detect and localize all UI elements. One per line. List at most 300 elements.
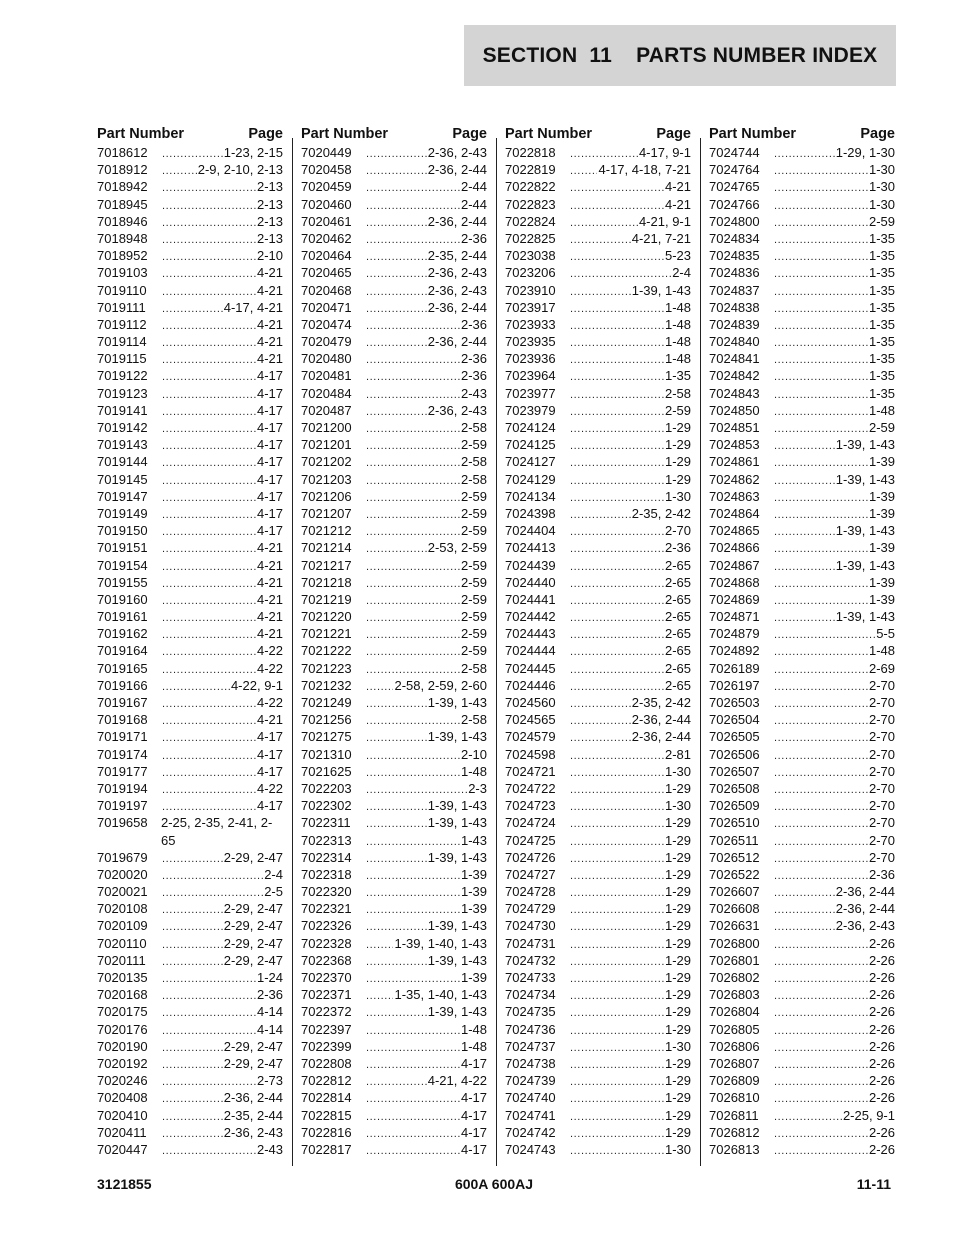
leader-dots	[774, 885, 835, 902]
index-entry	[97, 1038, 283, 1055]
leader-dots	[570, 971, 664, 988]
page-reference: 1-39	[868, 591, 895, 607]
page-reference: 4-21, 4-22	[427, 1073, 487, 1089]
index-entry	[709, 488, 895, 505]
page-reference: 4-17	[460, 1090, 487, 1106]
index-entry	[301, 849, 487, 866]
part-number: 7022808	[301, 1055, 352, 1071]
part-number: 7024404	[505, 523, 556, 539]
index-entry	[97, 402, 283, 419]
leader-dots	[774, 1143, 868, 1160]
part-number: 7022370	[301, 970, 352, 985]
index-entry	[505, 591, 691, 608]
index-entry	[97, 866, 283, 883]
index-entry	[505, 1055, 691, 1072]
page-reference: 2-26	[868, 1124, 895, 1140]
part-number: 7026509	[709, 798, 760, 814]
page-reference: 1-35	[664, 368, 691, 384]
part-number: 7022825	[505, 230, 556, 246]
page-reference: 2-25, 9-1	[842, 1107, 895, 1123]
part-number: 7022814	[301, 1090, 352, 1106]
page-reference: 2-36, 2-43	[835, 918, 895, 934]
index-entry	[505, 969, 691, 986]
page-reference: 1-29	[664, 1090, 691, 1106]
index-entry	[709, 1124, 895, 1141]
page-reference: 2-70	[868, 849, 895, 865]
leader-dots	[774, 1005, 868, 1022]
part-number: 7024835	[709, 248, 760, 264]
part-number: 7026806	[709, 1038, 760, 1054]
part-number: 7024838	[709, 299, 760, 315]
part-number: 7024765	[709, 179, 760, 195]
page-reference: 1-29	[664, 1055, 691, 1071]
leader-dots	[366, 696, 427, 713]
leader-dots	[570, 868, 664, 885]
index-entry	[97, 746, 283, 763]
page-reference: 2-29, 2-47	[223, 1055, 283, 1071]
page-reference: 2-65	[664, 643, 691, 659]
page-reference: 4-21	[256, 265, 283, 281]
index-column-4	[709, 118, 895, 1158]
index-entry	[97, 728, 283, 745]
index-entry	[301, 1038, 487, 1055]
page-reference: 1-29	[664, 901, 691, 917]
part-number: 7020487	[301, 402, 352, 418]
index-entry	[301, 385, 487, 402]
page-reference: 2-5	[264, 884, 283, 900]
page-reference: 2-69	[868, 660, 895, 676]
page-reference: 2-36, 2-43	[427, 145, 487, 160]
page-reference: 1-35	[868, 351, 895, 367]
index-entry	[301, 316, 487, 333]
index-entry	[505, 333, 691, 350]
part-number: 7020465	[301, 265, 352, 281]
leader-dots	[366, 1005, 427, 1022]
leader-dots	[162, 1126, 223, 1143]
part-number: 7020471	[301, 299, 352, 315]
index-entry	[505, 453, 691, 470]
leader-dots	[570, 1091, 664, 1108]
page-reference: 1-39, 1-40, 1-43	[394, 935, 487, 951]
part-number: 7026812	[709, 1124, 760, 1140]
index-entry	[97, 282, 283, 299]
part-number: 7018946	[97, 213, 148, 229]
index-entry	[97, 178, 283, 195]
page-reference: 1-30	[868, 179, 895, 195]
part-number: 7019167	[97, 695, 148, 710]
index-entry	[505, 917, 691, 934]
page-reference: 5-5	[876, 626, 895, 642]
part-number: 7022812	[301, 1073, 352, 1089]
index-entry	[505, 746, 691, 763]
index-entry	[97, 797, 283, 814]
part-number: 7026813	[709, 1141, 760, 1157]
page-reference: 2-70	[868, 815, 895, 831]
index-entry	[97, 900, 283, 917]
part-number: 7024726	[505, 849, 556, 865]
part-number: 7019142	[97, 420, 148, 435]
part-number: 7026631	[709, 918, 760, 934]
index-entry	[301, 660, 487, 677]
page-reference: 2-58	[460, 660, 487, 676]
page-reference: 2-26	[868, 1004, 895, 1020]
index-entry	[301, 1072, 487, 1089]
page-reference: 2-36	[460, 351, 487, 367]
leader-dots	[570, 301, 664, 318]
leader-dots	[570, 627, 664, 644]
index-entry	[97, 883, 283, 900]
index-entry	[97, 367, 283, 384]
index-entry	[301, 453, 487, 470]
leader-dots	[162, 335, 256, 352]
page-reference: 1-29	[664, 918, 691, 934]
page-reference: 4-17	[256, 385, 283, 401]
page-header: Page	[656, 126, 691, 142]
leader-dots	[570, 730, 631, 747]
index-entry	[505, 505, 691, 522]
leader-dots	[366, 473, 460, 490]
part-number: 7021310	[301, 746, 352, 762]
page-reference: 2-26	[868, 970, 895, 985]
leader-dots	[570, 937, 664, 954]
section-title: PARTS NUMBER INDEX	[636, 43, 878, 67]
leader-dots	[366, 301, 427, 318]
page-reference: 4-21	[256, 557, 283, 573]
page-reference: 2-58, 2-59, 2-60	[394, 677, 487, 693]
part-number: 7023964	[505, 368, 556, 384]
index-entry	[709, 230, 895, 247]
leader-dots	[570, 369, 664, 386]
index-entry	[709, 608, 895, 625]
model-name: 600A 600AJ	[454, 1176, 534, 1192]
part-number: 7022313	[301, 832, 352, 848]
page-reference: 2-59	[460, 591, 487, 607]
part-number: 7024728	[505, 884, 556, 900]
part-number: 7018952	[97, 248, 148, 264]
part-number: 7024766	[709, 196, 760, 212]
page-reference: 4-17, 4-21	[223, 299, 283, 315]
leader-dots	[774, 284, 868, 301]
part-number: 7019115	[97, 351, 147, 367]
index-entry	[709, 986, 895, 1003]
column-header	[709, 118, 895, 142]
part-number: 7020408	[97, 1090, 148, 1106]
index-entry	[301, 1003, 487, 1020]
part-number: 7024441	[505, 591, 556, 607]
page-reference: 2-36, 2-44	[427, 299, 487, 315]
part-number: 7024869	[709, 591, 760, 607]
part-number: 7022311	[301, 815, 351, 831]
page-reference: 4-17	[256, 368, 283, 384]
index-entry	[97, 574, 283, 591]
page-reference: 2-10	[256, 248, 283, 264]
leader-dots	[162, 644, 256, 661]
part-number: 7024741	[505, 1107, 556, 1123]
index-entry	[505, 316, 691, 333]
index-entry	[97, 849, 283, 866]
page-reference: 2-36, 2-43	[427, 265, 487, 281]
leader-dots	[162, 421, 256, 438]
part-number: 7020410	[97, 1107, 148, 1123]
part-number: 7024445	[505, 660, 556, 676]
page-reference: 1-39, 1-43	[427, 1004, 487, 1020]
index-entry	[505, 883, 691, 900]
part-number: 7020110	[97, 935, 147, 951]
part-number-header: Part Number	[97, 126, 185, 142]
page-reference: 2-13	[256, 230, 283, 246]
page-reference: 2-59	[460, 574, 487, 590]
index-entry	[301, 935, 487, 952]
part-number: 7023038	[505, 248, 556, 264]
page-reference: 4-21	[256, 282, 283, 298]
page-reference: 1-29	[664, 849, 691, 865]
index-entry	[505, 832, 691, 849]
page-reference: 4-21	[256, 609, 283, 625]
page-reference: 2-36, 2-44	[631, 712, 691, 728]
leader-dots	[774, 610, 835, 627]
page-reference: 2-26	[868, 1038, 895, 1054]
index-entry	[97, 986, 283, 1003]
leader-dots	[774, 335, 868, 352]
leader-dots	[366, 180, 460, 197]
part-number: 7020168	[97, 987, 148, 1003]
leader-dots	[162, 954, 223, 971]
index-entry	[301, 333, 487, 350]
leader-dots	[774, 146, 835, 163]
leader-dots	[366, 1143, 460, 1160]
page-reference: 4-14	[256, 1021, 283, 1037]
part-number: 7019150	[97, 523, 148, 539]
leader-dots	[366, 369, 460, 386]
index-entry	[505, 402, 691, 419]
page-reference: 4-17	[256, 471, 283, 487]
index-entry	[301, 264, 487, 281]
index-entry	[97, 660, 283, 677]
leader-dots	[162, 249, 256, 266]
part-number: 7022815	[301, 1107, 352, 1123]
part-number: 7022328	[301, 935, 352, 951]
index-entry	[709, 849, 895, 866]
leader-dots	[162, 1143, 256, 1160]
index-entry	[709, 952, 895, 969]
part-number: 7021201	[301, 437, 352, 453]
index-entry	[709, 333, 895, 350]
leader-dots	[366, 352, 460, 369]
leader-dots	[774, 713, 868, 730]
index-entry	[709, 1021, 895, 1038]
page-reference: 1-29	[664, 832, 691, 848]
leader-dots	[570, 232, 631, 249]
part-number: 7024739	[505, 1073, 556, 1089]
page-reference: 2-73	[256, 1073, 283, 1089]
index-entry	[709, 917, 895, 934]
leader-dots	[570, 541, 664, 558]
index-entry	[709, 814, 895, 831]
part-number: 7019144	[97, 454, 148, 470]
index-entry	[505, 264, 691, 281]
page-reference: 1-35	[868, 265, 895, 281]
part-number: 7018948	[97, 230, 148, 246]
index-entry	[97, 196, 283, 213]
index-entry	[97, 385, 283, 402]
index-entry	[97, 969, 283, 986]
page-reference: 1-39, 1-43	[427, 849, 487, 865]
part-number: 7024723	[505, 798, 556, 814]
leader-dots	[774, 765, 868, 782]
leader-dots	[162, 696, 256, 713]
index-entry	[301, 625, 487, 642]
document-number: 3121855	[97, 1176, 152, 1192]
leader-dots	[774, 662, 868, 679]
part-number: 7024863	[709, 488, 760, 504]
leader-dots	[774, 524, 835, 541]
page-reference: 1-29	[664, 420, 691, 435]
part-number: 7026508	[709, 780, 760, 796]
page-reference: 1-29	[664, 1004, 691, 1020]
page-reference: 2-29, 2-47	[223, 849, 283, 865]
page-reference: 2-26	[868, 952, 895, 968]
page-header: Page	[860, 126, 895, 142]
page-reference: 2-29, 2-47	[223, 918, 283, 934]
part-number: 7021219	[301, 591, 352, 607]
index-entry	[97, 1124, 283, 1141]
leader-dots	[366, 851, 427, 868]
index-entry	[97, 471, 283, 488]
leader-dots	[162, 301, 223, 318]
index-entry	[709, 367, 895, 384]
part-number: 7020464	[301, 248, 352, 264]
part-number: 7020481	[301, 368, 352, 384]
page-reference: 2-81	[664, 746, 691, 762]
leader-dots	[366, 146, 427, 163]
part-number: 7022818	[505, 145, 556, 160]
part-number: 7024727	[505, 866, 556, 882]
part-number: 7024440	[505, 574, 556, 590]
part-number: 7026809	[709, 1073, 760, 1089]
index-entry	[301, 952, 487, 969]
page-reference: 2-36	[460, 368, 487, 384]
part-number: 7022368	[301, 952, 352, 968]
part-number: 7019658	[97, 815, 148, 831]
index-entry	[505, 986, 691, 1003]
index-entry	[709, 539, 895, 556]
part-number: 7019168	[97, 712, 148, 728]
part-number: 7021222	[301, 643, 352, 659]
column-divider	[292, 138, 293, 1166]
part-number: 7024124	[505, 420, 556, 435]
page-reference: 2-58	[460, 712, 487, 728]
index-entry	[97, 952, 283, 969]
index-entry	[709, 505, 895, 522]
leader-dots	[570, 902, 664, 919]
page-reference: 1-39, 1-43	[427, 798, 487, 814]
index-entry	[505, 642, 691, 659]
leader-dots	[570, 524, 664, 541]
column-header	[301, 118, 487, 142]
leader-dots	[366, 1023, 460, 1040]
index-entry	[505, 814, 691, 831]
part-number: 7024724	[505, 815, 556, 831]
page-reference: 2-36, 2-44	[427, 213, 487, 229]
index-entry	[301, 539, 487, 556]
part-number: 7024742	[505, 1124, 556, 1140]
page-reference: 4-17	[256, 746, 283, 762]
part-number: 7024836	[709, 265, 760, 281]
part-number: 7018945	[97, 196, 148, 212]
column-header	[97, 118, 283, 142]
part-number: 7020447	[97, 1141, 148, 1157]
leader-dots	[366, 868, 460, 885]
leader-dots	[162, 473, 256, 490]
page-reference: 2-36	[460, 230, 487, 246]
index-entry	[301, 299, 487, 316]
leader-dots	[570, 215, 638, 232]
index-entry	[301, 1055, 487, 1072]
index-entry	[709, 900, 895, 917]
leader-dots	[774, 301, 868, 318]
page-reference: 1-39, 1-43	[835, 437, 895, 453]
part-number: 7024879	[709, 626, 760, 642]
leader-dots	[366, 284, 427, 301]
index-entry	[709, 471, 895, 488]
part-number: 7019151	[97, 540, 148, 556]
page-reference: 1-30	[664, 798, 691, 814]
index-entry	[709, 746, 895, 763]
part-number: 7020449	[301, 145, 352, 160]
page-reference: 2-58	[664, 385, 691, 401]
page-reference: 1-30	[868, 196, 895, 212]
index-entry	[97, 333, 283, 350]
leader-dots	[774, 730, 868, 747]
part-number: 7024722	[505, 780, 556, 796]
page-reference: 4-21	[256, 334, 283, 350]
index-entry	[709, 453, 895, 470]
part-number: 7020479	[301, 334, 352, 350]
index-entry	[301, 1141, 487, 1158]
page-reference: 1-39, 1-43	[427, 918, 487, 934]
leader-dots	[774, 576, 868, 593]
part-number: 7024598	[505, 746, 556, 762]
leader-dots	[162, 610, 256, 627]
part-number: 7026801	[709, 952, 760, 968]
page-reference: 2-4	[264, 866, 283, 882]
leader-dots	[162, 576, 256, 593]
index-entry	[505, 952, 691, 969]
part-number: 7021223	[301, 660, 352, 676]
index-entry	[97, 1089, 283, 1106]
part-number: 7022326	[301, 918, 352, 934]
page-reference: 1-29	[664, 815, 691, 831]
page-reference: 2-25, 2-35, 2-41, 2-65	[161, 815, 273, 848]
page-reference: 4-17, 9-1	[638, 145, 691, 160]
leader-dots	[366, 679, 393, 696]
part-number: 7024871	[709, 609, 760, 625]
part-number: 7021200	[301, 420, 352, 435]
page-reference: 1-35	[868, 368, 895, 384]
index-column-3	[505, 118, 691, 1158]
leader-dots	[570, 421, 664, 438]
index-entry	[709, 213, 895, 230]
leader-dots	[774, 937, 868, 954]
part-number: 7024442	[505, 609, 556, 625]
page-reference: 2-70	[868, 712, 895, 728]
page-reference: 2-36, 2-44	[631, 729, 691, 745]
index-entry	[301, 728, 487, 745]
page-reference: 1-29, 1-30	[835, 145, 895, 160]
leader-dots	[774, 816, 868, 833]
part-number: 7021218	[301, 574, 352, 590]
page-reference: 2-36	[664, 540, 691, 556]
